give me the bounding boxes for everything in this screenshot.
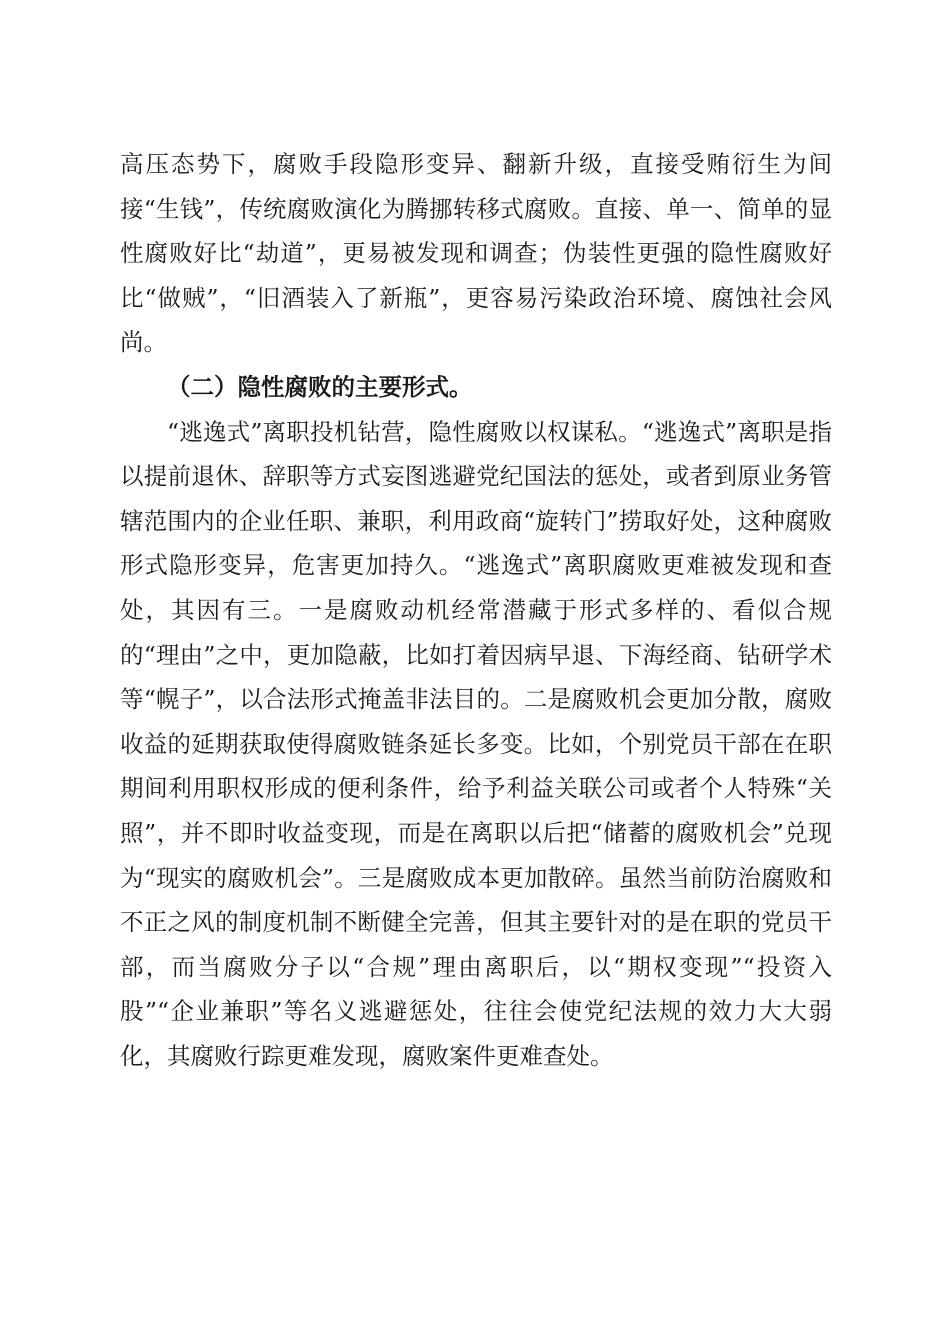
paragraph-body: “逃逸式”离职投机钻营，隐性腐败以权谋私。“逃逸式”离职是指以提前退休、辞职等方式妄图逃避党纪国法的惩处，或者到原业务管辖范围内的企业任职、兼职，利用政商“旋转门”捞取好处，这种腐败形式隐形变异，危害更加持久。“逃逸式”离职腐败更难被发现和查处，其因有三。一是腐败动机经常潜藏于形式多样的、看似合规的“理由”之中，更加隐蔽，比如打着因病早退、下海经商、钻研学术等“幌子”，以合法形式掩盖非法目的。二是腐败机会更加分散，腐败收益的延期获取使得腐败链条延长多变。比如，个别党员干部在在职期间利用职权形成的便利条件，给予利益关联公司或者个人特殊“关照”，并不即时收益变现，而是在离职以后把“储蓄的腐败机会”兑现为“现实的腐败机会”。三是腐败成本更加散碎。虽然当前防治腐败和不正之风的制度机制不断健全完善，但其主要针对的是在职的党员干部，而当腐败分子以“合规”理由离职后，以“期权变现”“投资入股”“企业兼职”等名义逃避惩处，往往会使党纪法规的效力大大弱化，其腐败行踪更难发现，腐败案件更难查处。	[120, 417, 832, 1070]
paragraph-continuation: 高压态势下，腐败手段隐形变异、翻新升级，直接受贿衍生为间接“生钱”，传统腐败演化为腾挪转移式腐败。直接、单一、简单的显性腐败好比“劫道”，更易被发现和调查；伪装性更强的隐性腐败好比“做贼”，“旧酒装入了新瓶”，更容易污染政治环境、腐蚀社会风尚。	[120, 150, 832, 357]
section-heading: （二）隐性腐败的主要形式。	[167, 372, 473, 401]
document-body	[120, 142, 832, 1078]
